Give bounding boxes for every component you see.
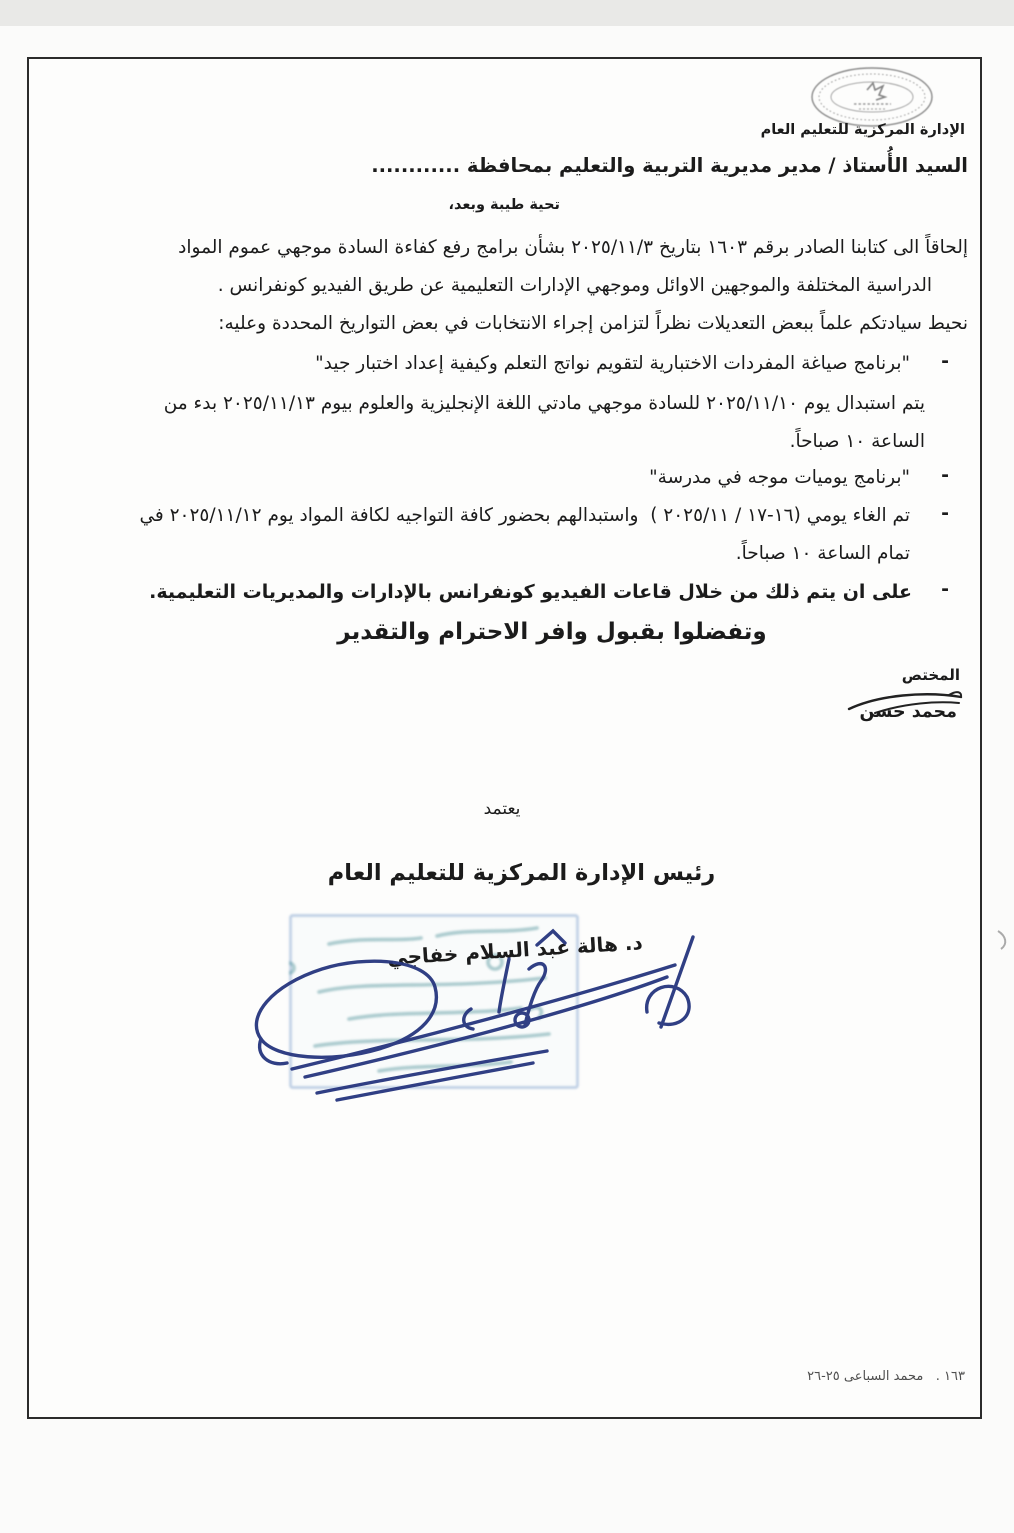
recipient-line: السيد الأُستاذ / مدير مديرية التربية والتعليم بمحافظة ............ <box>371 154 968 177</box>
scan-top-strip <box>0 0 1014 26</box>
signer-name: د. هالة عبد السلام خفاجي <box>386 930 644 970</box>
approval-title: رئيس الإدارة المركزية للتعليم العام <box>327 860 716 886</box>
body-line: تمام الساعة ١٠ صباحاً. <box>735 543 910 564</box>
department-title: الإدارة المركزية للتعليم العام <box>760 122 965 138</box>
bullet-line: "برنامج يوميات موجه في مدرسة" <box>649 467 910 488</box>
body-line: الدراسية المختلفة والموجهين الاوائل وموجهي الإدارات التعليمية عن طريق الفيديو كونفرانس . <box>217 275 932 296</box>
bullet-dash: - <box>941 502 949 524</box>
greeting-line: تحية طيبة وبعد، <box>448 197 560 213</box>
body-line: الساعة ١٠ صباحاً. <box>789 431 925 452</box>
bullet-line: تم الغاء يومي (١٦-١٧ / ٢٠٢٥/١١ ) واستبدالهم بحضور كافة التواجيه لكافة المواد يوم ٢٠٢٥/١١/١٢ في <box>139 505 910 526</box>
bullet-dash: - <box>941 464 949 486</box>
specialist-name: محمد حسن <box>859 702 957 722</box>
document-sheet <box>27 57 982 1419</box>
bullet-line: على ان يتم ذلك من خلال قاعات الفيديو كونفرانس بالإدارات والمديريات التعليمية. <box>149 581 912 603</box>
approval-label: يعتمد <box>483 799 521 819</box>
closing-line: وتفضلوا بقبول وافر الاحترام والتقدير <box>337 619 767 645</box>
bullet-dash: - <box>941 350 949 372</box>
scan-artifact <box>996 928 1010 952</box>
bullet-dash: - <box>941 578 949 600</box>
body-line: إلحاقاً الى كتابنا الصادر برقم ١٦٠٣ بتاريخ ٢٠٢٥/١١/٣ بشأن برامج رفع كفاءة السادة موجهي عموم المواد <box>178 237 968 258</box>
footer-note: ١٦٣ . محمد السباعى ٢٥-٢٦ <box>807 1369 965 1384</box>
specialist-title: المختص <box>901 666 960 684</box>
body-line: يتم استبدال يوم ٢٠٢٥/١١/١٠ للسادة موجهي مادتي اللغة الإنجليزية والعلوم بيوم ٢٠٢٥/١١/١٣ بدء من <box>163 393 925 414</box>
signature-icon <box>247 917 707 1127</box>
body-line: نحيط سيادتكم علماً ببعض التعديلات نظراً لتزامن إجراء الانتخابات في بعض التواريخ المحددة وعليه: <box>218 313 968 334</box>
bullet-line: "برنامج صياغة المفردات الاختبارية لتقويم نواتج التعلم وكيفية إعداد اختبار جيد" <box>315 353 910 374</box>
